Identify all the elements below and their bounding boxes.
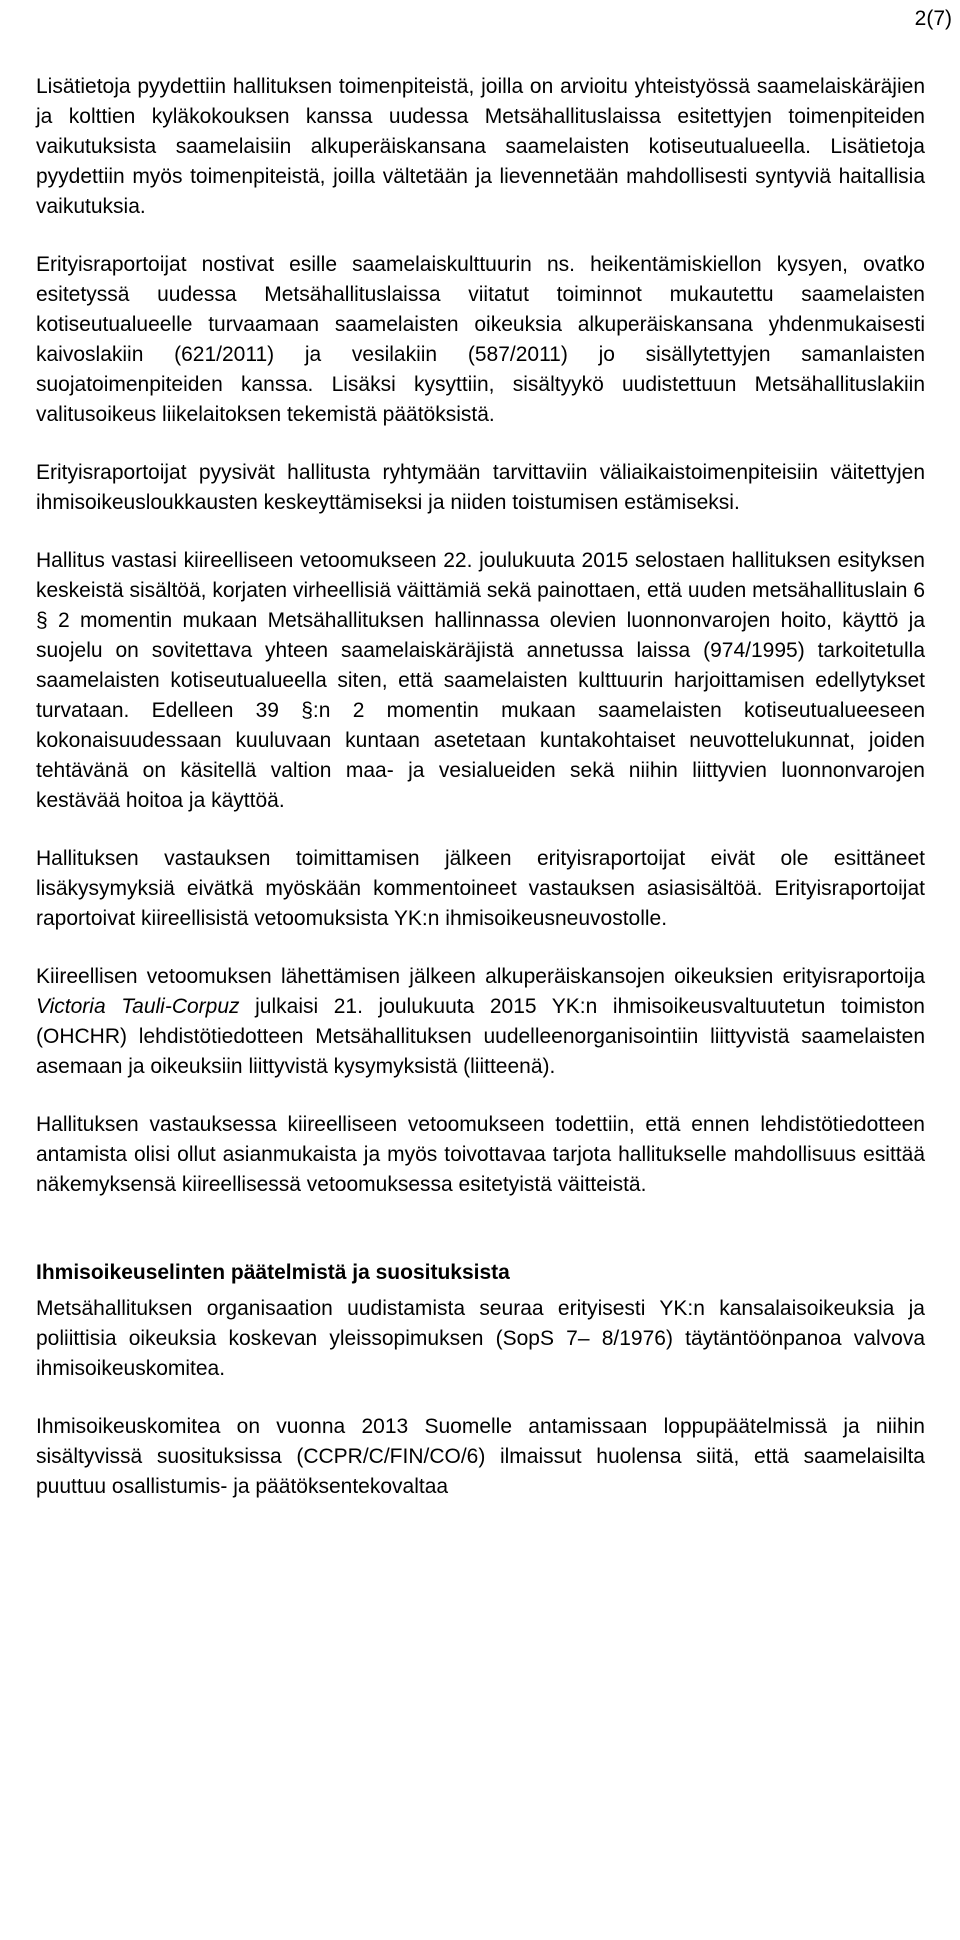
paragraph-3: Erityisraportoijat pyysivät hallitusta ryhtymään tarvittaviin väliaikaistoimenpiteisiin väitettyjen ihmisoikeusloukkausten keskeyttämiseksi ja niiden toistumisen estämiseksi.	[36, 461, 925, 514]
paragraph-4: Hallitus vastasi kiireelliseen vetoomukseen 22. joulukuuta 2015 selostaen hallituksen esityksen keskeistä sisältöä, korjaten virheellisiä väittämiä sekä painottaen, että uuden metsähallituslain 6 § 2 momentin mukaan Metsähallituksen hallinnassa olevien luonnonvarojen hoito, käyttö ja suojelu on sovitettava yhteen saamelaiskäräjistä annetussa laissa (974/1995) tarkoitetulla saamelaisten kotiseutualueella siten, että saamelaisten kulttuurin harjoittamisen edellytykset turvataan. Edelleen 39 §:n 2 momentin mukaan saamelaisten kotiseutualueeseen kokonaisuudessaan kuuluvaan kuntaan asetetaan kuntakohtaiset neuvottelukunnat, joiden tehtävänä on käsitellä valtion maa- ja vesialueiden sekä niihin liittyvien luonnonvarojen kestävää hoitoa ja käyttöä.	[36, 549, 925, 812]
paragraph-6	[36, 962, 925, 1082]
section-paragraph-2: Ihmisoikeuskomitea on vuonna 2013 Suomelle antamissaan loppupäätelmissä ja niihin sisältyvissä suosituksissa (CCPR/C/FIN/CO/6) ilmaissut huolensa siitä, että saamelaisilta puuttuu osallistumis- ja päätöksentekovaltaa	[36, 1415, 925, 1498]
paragraph-1: Lisätietoja pyydettiin hallituksen toimenpiteistä, joilla on arvioitu yhteistyössä saamelaiskäräjien ja kolttien kyläkokouksen kanssa uudessa Metsähallituslaissa esitettyjen toimenpiteiden vaikutuksista saamelaisiin alkuperäiskansana saamelaisten kotiseutualueella. Lisätietoja pyydettiin myös toimenpiteistä, joilla vältetään ja lievennetään mahdollisesti syntyviä haitallisia vaikutuksia.	[36, 75, 925, 218]
section-paragraph-1: Metsähallituksen organisaation uudistamista seuraa erityisesti YK:n kansalaisoikeuksia ja poliittisia oikeuksia koskevan yleissopimuksen (SopS 7– 8/1976) täytäntöönpanoa valvova ihmisoikeuskomitea.	[36, 1297, 925, 1380]
special-rapporteur-name: Victoria Tauli-Corpuz	[36, 995, 240, 1018]
paragraph-7: Hallituksen vastauksessa kiireelliseen vetoomukseen todettiin, että ennen lehdistötiedotteen antamista olisi ollut asianmukaista ja myös toivottavaa tarjota hallitukselle mahdollisuus esittää näkemyksensä kiireellisessä vetoomuksessa esitetyistä väitteistä.	[36, 1113, 925, 1196]
paragraph-6-text-after: julkaisi 21. joulukuuta 2015 YK:n ihmisoikeusvaltuutetun toimiston (OHCHR) lehdistötiedotteen Metsähallituksen uudelleenorganisointiin liittyvistä saamelaisten asemaan ja oikeuksiin liittyvistä kysymyksistä (liitteenä).	[36, 995, 925, 1078]
paragraph-2: Erityisraportoijat nostivat esille saamelaiskulttuurin ns. heikentämiskiellon kysyen, ovatko esitetyssä uudessa Metsähallituslaissa viitatut toiminnot mukautettu saamelaisten kotiseutualueelle turvaamaan saamelaisten oikeuksia alkuperäiskansana yhdenmukaisesti kaivoslakiin (621/2011) ja vesilakiin (587/2011) jo sisällytettyjen samanlaisten suojatoimenpiteiden kanssa. Lisäksi kysyttiin, sisältyykö uudistettuun Metsähallituslakiin valitusoikeus liikelaitoksen tekemistä päätöksistä.	[36, 253, 925, 426]
document-body	[36, 72, 925, 1530]
page-number: 2(7)	[914, 7, 952, 30]
section-heading: Ihmisoikeuselinten päätelmistä ja suosituksista	[36, 1261, 510, 1284]
paragraph-5: Hallituksen vastauksen toimittamisen jälkeen erityisraportoijat eivät ole esittäneet lisäkysymyksiä eivätkä myöskään kommentoineet vastauksen asiasisältöä. Erityisraportoijat raportoivat kiireellisistä vetoomuksista YK:n ihmisoikeusneuvostolle.	[36, 847, 925, 930]
paragraph-6-text-before: Kiireellisen vetoomuksen lähettämisen jälkeen alkuperäiskansojen oikeuksien erityisraportoija	[36, 965, 925, 988]
